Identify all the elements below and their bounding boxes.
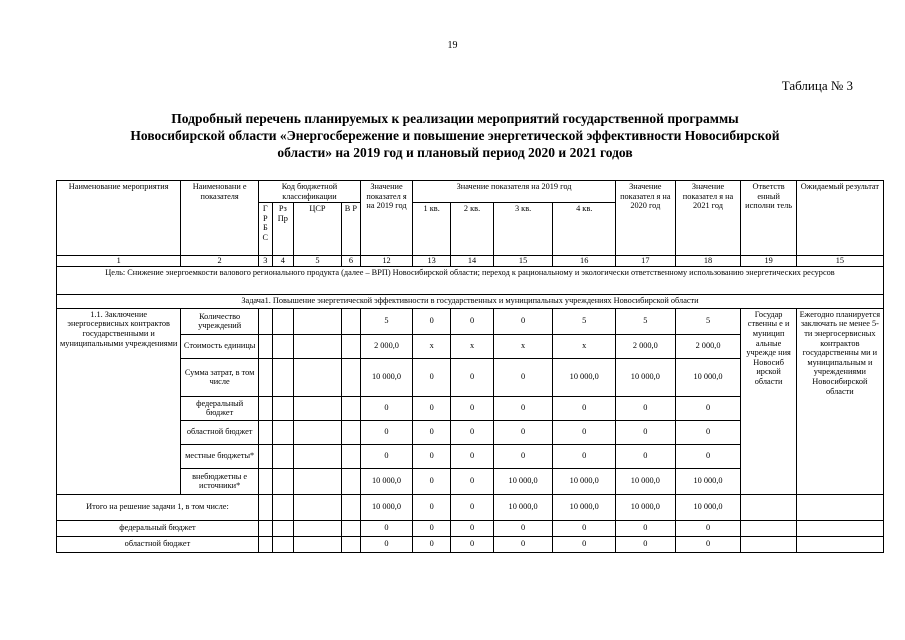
header-row bbox=[57, 181, 884, 203]
value-cell: 0 bbox=[360, 396, 412, 420]
header-q4: 4 кв. bbox=[553, 203, 616, 256]
value-cell: 0 bbox=[360, 520, 412, 536]
value-cell: 0 bbox=[413, 308, 451, 334]
value-cell: 0 bbox=[413, 536, 451, 552]
total-label: федеральный бюджет bbox=[57, 520, 259, 536]
header-indicator: Наименовани е показателя bbox=[181, 181, 259, 256]
value-cell: 0 bbox=[360, 444, 412, 468]
col-number: 16 bbox=[553, 256, 616, 267]
title-line: области» на 2019 год и плановый период 2020 и 2021 годов bbox=[277, 145, 633, 160]
task-row bbox=[57, 294, 884, 308]
value-cell: 0 bbox=[493, 308, 553, 334]
kbk-cell bbox=[341, 520, 360, 536]
value-cell: 10 000,0 bbox=[616, 358, 676, 396]
value-cell: 0 bbox=[553, 536, 616, 552]
header-grbs: Г Р Б С bbox=[258, 203, 272, 256]
header-value-2019: Значение показател я на 2019 год bbox=[360, 181, 412, 256]
total-row bbox=[57, 520, 884, 536]
value-cell: 0 bbox=[413, 358, 451, 396]
responsible-cell: Государ ственны е и муницип альные учрежде ния Новосиб ирской области bbox=[741, 308, 796, 494]
responsible-cell bbox=[741, 520, 796, 536]
value-cell: 0 bbox=[616, 420, 676, 444]
indicator-name: местные бюджеты* bbox=[181, 444, 259, 468]
expected-result-cell bbox=[796, 536, 883, 552]
kbk-cell bbox=[293, 396, 341, 420]
value-cell: 0 bbox=[413, 494, 451, 520]
title-line: Подробный перечень планируемых к реализации мероприятий государственной программы bbox=[171, 111, 739, 126]
value-cell: 10 000,0 bbox=[493, 494, 553, 520]
value-cell: 0 bbox=[413, 420, 451, 444]
kbk-cell bbox=[258, 536, 272, 552]
col-number: 15 bbox=[796, 256, 883, 267]
kbk-cell bbox=[258, 520, 272, 536]
col-number: 1 bbox=[57, 256, 181, 267]
value-cell: 0 bbox=[451, 396, 494, 420]
value-cell: 0 bbox=[493, 358, 553, 396]
value-cell: 0 bbox=[493, 444, 553, 468]
value-cell: 0 bbox=[493, 396, 553, 420]
kbk-cell bbox=[341, 358, 360, 396]
kbk-cell bbox=[341, 536, 360, 552]
kbk-cell bbox=[293, 358, 341, 396]
value-cell: 0 bbox=[553, 420, 616, 444]
total-label: областной бюджет bbox=[57, 536, 259, 552]
column-numbers-row bbox=[57, 256, 884, 267]
col-number: 19 bbox=[741, 256, 796, 267]
value-cell: 0 bbox=[413, 444, 451, 468]
kbk-cell bbox=[272, 536, 293, 552]
kbk-cell bbox=[258, 444, 272, 468]
indicator-name: Количество учреждений bbox=[181, 308, 259, 334]
kbk-cell bbox=[272, 358, 293, 396]
value-cell: 0 bbox=[493, 536, 553, 552]
kbk-cell bbox=[272, 494, 293, 520]
value-cell: x bbox=[451, 334, 494, 358]
kbk-cell bbox=[272, 468, 293, 494]
col-number: 2 bbox=[181, 256, 259, 267]
kbk-cell bbox=[272, 444, 293, 468]
value-cell: 0 bbox=[360, 420, 412, 444]
value-cell: 0 bbox=[451, 420, 494, 444]
col-number: 17 bbox=[616, 256, 676, 267]
value-cell: 0 bbox=[451, 520, 494, 536]
header-vr: В Р bbox=[341, 203, 360, 256]
value-cell: 5 bbox=[553, 308, 616, 334]
kbk-cell bbox=[293, 468, 341, 494]
value-cell: 0 bbox=[616, 536, 676, 552]
header-responsible: Ответств енный исполни тель bbox=[741, 181, 796, 256]
value-cell: 0 bbox=[675, 520, 741, 536]
value-cell: 5 bbox=[360, 308, 412, 334]
value-cell: 0 bbox=[451, 468, 494, 494]
value-cell: 0 bbox=[553, 396, 616, 420]
kbk-cell bbox=[341, 494, 360, 520]
header-kbk: Код бюджетной классификации bbox=[258, 181, 360, 203]
value-cell: 2 000,0 bbox=[616, 334, 676, 358]
value-cell: 5 bbox=[675, 308, 741, 334]
expected-result-cell: Ежегодно планируется заключать не менее 5-ти энергосервисных контрактов государственны ми и муниципальным и учреждениями Новосибирской области bbox=[796, 308, 883, 494]
value-cell: 0 bbox=[616, 520, 676, 536]
kbk-cell bbox=[341, 468, 360, 494]
kbk-cell bbox=[341, 420, 360, 444]
indicator-name: внебюджетны е источники* bbox=[181, 468, 259, 494]
document-title bbox=[60, 110, 850, 161]
measure-name: 1.1. Заключение энергосервисных контрактов государственными и муниципальными учреждениями bbox=[57, 308, 181, 494]
indicator-name: Стоимость единицы bbox=[181, 334, 259, 358]
table-row bbox=[57, 308, 884, 334]
kbk-cell bbox=[341, 444, 360, 468]
kbk-cell bbox=[258, 494, 272, 520]
value-cell: 2 000,0 bbox=[360, 334, 412, 358]
value-cell: 0 bbox=[675, 444, 741, 468]
kbk-cell bbox=[258, 308, 272, 334]
indicator-name: Сумма затрат, в том числе bbox=[181, 358, 259, 396]
kbk-cell bbox=[293, 536, 341, 552]
value-cell: 0 bbox=[360, 536, 412, 552]
goal-row bbox=[57, 266, 884, 294]
value-cell: 0 bbox=[451, 308, 494, 334]
indicator-name: областной бюджет bbox=[181, 420, 259, 444]
col-number: 14 bbox=[451, 256, 494, 267]
value-cell: 0 bbox=[616, 396, 676, 420]
header-q3: 3 кв. bbox=[493, 203, 553, 256]
kbk-cell bbox=[258, 396, 272, 420]
header-q2: 2 кв. bbox=[451, 203, 494, 256]
kbk-cell bbox=[258, 358, 272, 396]
value-cell: 0 bbox=[675, 536, 741, 552]
value-cell: 10 000,0 bbox=[616, 494, 676, 520]
value-cell: 0 bbox=[451, 444, 494, 468]
kbk-cell bbox=[258, 420, 272, 444]
task-text: Задача1. Повышение энергетической эффективности в государственных и муниципальных учреждениях Новосибирской области bbox=[57, 294, 884, 308]
value-cell: 0 bbox=[553, 520, 616, 536]
value-cell: 10 000,0 bbox=[553, 494, 616, 520]
header-measure: Наименование мероприятия bbox=[57, 181, 181, 256]
value-cell: 0 bbox=[413, 468, 451, 494]
header-result: Ожидаемый результат bbox=[796, 181, 883, 256]
header-csr: ЦСР bbox=[293, 203, 341, 256]
kbk-cell bbox=[293, 308, 341, 334]
page-number: 19 bbox=[447, 40, 458, 51]
col-number: 4 bbox=[272, 256, 293, 267]
value-cell: 10 000,0 bbox=[616, 468, 676, 494]
measures-table bbox=[56, 180, 884, 553]
value-cell: 0 bbox=[413, 520, 451, 536]
kbk-cell bbox=[293, 494, 341, 520]
kbk-cell bbox=[272, 334, 293, 358]
header-rzpr: Рз Пр bbox=[272, 203, 293, 256]
kbk-cell bbox=[272, 396, 293, 420]
kbk-cell bbox=[293, 420, 341, 444]
value-cell: 0 bbox=[451, 358, 494, 396]
indicator-name: федеральный бюджет bbox=[181, 396, 259, 420]
value-cell: 0 bbox=[553, 444, 616, 468]
header-q1: 1 кв. bbox=[413, 203, 451, 256]
header-value-2019-quarters: Значение показателя на 2019 год bbox=[413, 181, 616, 203]
kbk-cell bbox=[341, 396, 360, 420]
kbk-cell bbox=[272, 520, 293, 536]
value-cell: 5 bbox=[616, 308, 676, 334]
value-cell: 10 000,0 bbox=[553, 358, 616, 396]
kbk-cell bbox=[293, 444, 341, 468]
table-label: Таблица № 3 bbox=[781, 78, 853, 93]
responsible-cell bbox=[741, 494, 796, 520]
value-cell: 0 bbox=[451, 536, 494, 552]
kbk-cell bbox=[293, 334, 341, 358]
expected-result-cell bbox=[796, 494, 883, 520]
value-cell: 10 000,0 bbox=[360, 468, 412, 494]
value-cell: 10 000,0 bbox=[675, 494, 741, 520]
col-number: 6 bbox=[341, 256, 360, 267]
col-number: 15 bbox=[493, 256, 553, 267]
value-cell: 10 000,0 bbox=[493, 468, 553, 494]
col-number: 12 bbox=[360, 256, 412, 267]
value-cell: 10 000,0 bbox=[360, 358, 412, 396]
kbk-cell bbox=[272, 420, 293, 444]
col-number: 13 bbox=[413, 256, 451, 267]
value-cell: x bbox=[493, 334, 553, 358]
value-cell: 0 bbox=[616, 444, 676, 468]
responsible-cell bbox=[741, 536, 796, 552]
value-cell: 0 bbox=[675, 396, 741, 420]
value-cell: 0 bbox=[675, 420, 741, 444]
value-cell: 10 000,0 bbox=[675, 468, 741, 494]
value-cell: 0 bbox=[451, 494, 494, 520]
value-cell: 10 000,0 bbox=[360, 494, 412, 520]
kbk-cell bbox=[258, 468, 272, 494]
kbk-cell bbox=[341, 308, 360, 334]
kbk-cell bbox=[272, 308, 293, 334]
value-cell: x bbox=[413, 334, 451, 358]
goal-text: Цель: Снижение энергоемкости валового регионального продукта (далее – ВРП) Новосибирской области; переход к рациональному и экологически ответственному использованию энергетических ресурсов bbox=[57, 266, 884, 294]
kbk-cell bbox=[293, 520, 341, 536]
value-cell: 10 000,0 bbox=[675, 358, 741, 396]
value-cell: 0 bbox=[413, 396, 451, 420]
expected-result-cell bbox=[796, 520, 883, 536]
total-row bbox=[57, 494, 884, 520]
kbk-cell bbox=[258, 334, 272, 358]
total-label: Итого на решение задачи 1, в том числе: bbox=[57, 494, 259, 520]
col-number: 3 bbox=[258, 256, 272, 267]
header-value-2020: Значение показател я на 2020 год bbox=[616, 181, 676, 256]
col-number: 18 bbox=[675, 256, 741, 267]
value-cell: 0 bbox=[493, 420, 553, 444]
title-line: Новосибирской области «Энергосбережение и повышение энергетической эффективности Новосибирской bbox=[130, 128, 780, 143]
total-row bbox=[57, 536, 884, 552]
kbk-cell bbox=[341, 334, 360, 358]
value-cell: 10 000,0 bbox=[553, 468, 616, 494]
value-cell: x bbox=[553, 334, 616, 358]
value-cell: 0 bbox=[493, 520, 553, 536]
col-number: 5 bbox=[293, 256, 341, 267]
value-cell: 2 000,0 bbox=[675, 334, 741, 358]
header-value-2021: Значение показател я на 2021 год bbox=[675, 181, 741, 256]
